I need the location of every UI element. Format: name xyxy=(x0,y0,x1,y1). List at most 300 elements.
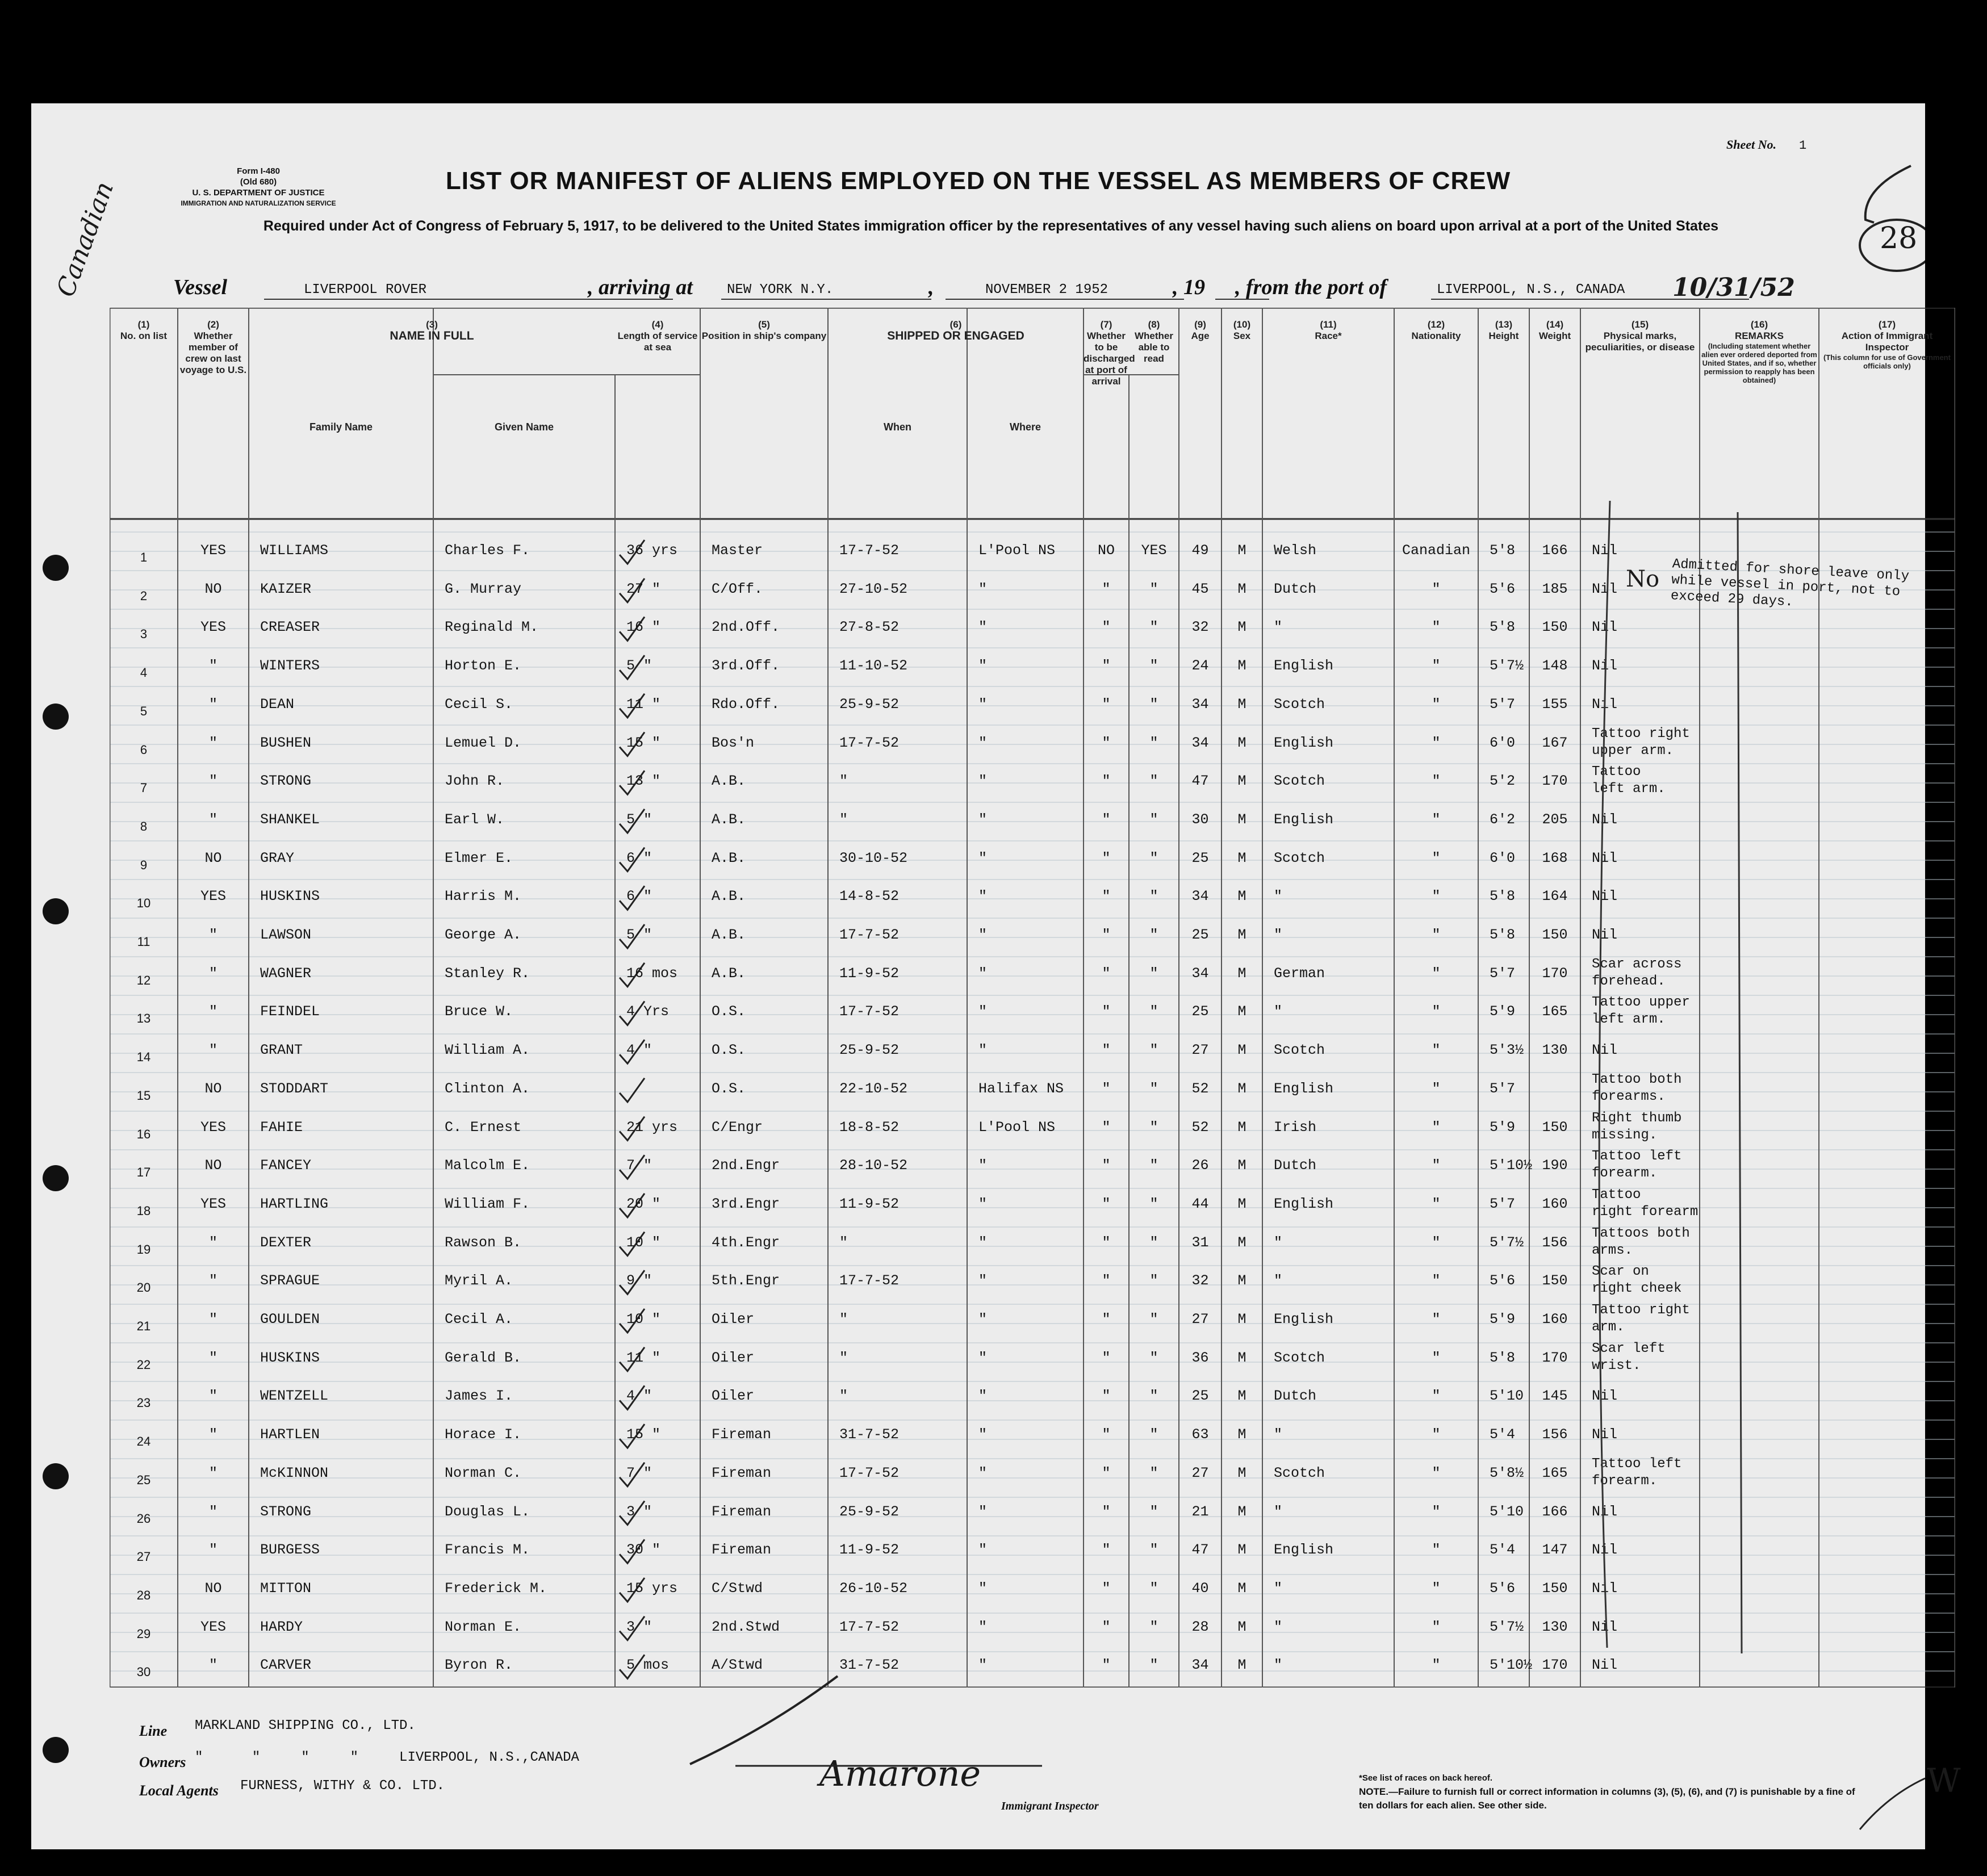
able-to-read-cell: YES xyxy=(1141,542,1167,559)
nationality-cell: " xyxy=(1432,965,1441,982)
shipped-where-cell: " xyxy=(978,696,988,713)
last-voyage-cell: NO xyxy=(204,1157,222,1174)
row-number: 7 xyxy=(140,781,148,795)
position-cell: A.B. xyxy=(712,849,746,866)
shipped-when-cell: 11-9-52 xyxy=(839,1195,900,1212)
position-cell: 2nd.Engr xyxy=(712,1157,780,1174)
row-number: 10 xyxy=(136,896,151,911)
last-voyage-cell: " xyxy=(208,1003,217,1020)
discharged-cell: " xyxy=(1102,1388,1111,1405)
col-6-label: SHIPPED OR ENGAGED xyxy=(887,329,1024,342)
shipped-where-cell: L'Pool NS xyxy=(978,1119,1056,1136)
family-name-cell: SHANKEL xyxy=(260,811,320,828)
family-name-cell: WENTZELL xyxy=(260,1388,329,1405)
height-cell: 6'0 xyxy=(1490,734,1516,751)
physical-marks-cell: Scar left wrist. xyxy=(1592,1341,1666,1374)
race-cell: Dutch xyxy=(1274,1388,1317,1405)
nationality-cell: " xyxy=(1432,1657,1441,1674)
last-voyage-cell: YES xyxy=(200,1618,226,1635)
race-cell: " xyxy=(1274,1234,1283,1251)
physical-marks-cell: Nil xyxy=(1592,1503,1618,1520)
last-voyage-cell: " xyxy=(208,1349,217,1366)
discharged-cell: NO xyxy=(1097,542,1115,559)
col-3-number: (3) xyxy=(426,319,438,330)
physical-marks-cell: Nil xyxy=(1592,696,1618,713)
sex-cell: M xyxy=(1237,1388,1246,1405)
discharged-cell: " xyxy=(1102,696,1111,713)
physical-marks-cell: Nil xyxy=(1592,542,1618,559)
able-to-read-cell: " xyxy=(1149,696,1158,713)
sex-cell: M xyxy=(1237,773,1246,790)
family-name-cell: HUSKINS xyxy=(260,888,320,905)
service-cell: 4 Yrs xyxy=(626,1003,670,1020)
row-number: 25 xyxy=(136,1472,151,1487)
sex-cell: M xyxy=(1237,1618,1246,1635)
discharged-cell: " xyxy=(1102,1618,1111,1635)
given-name-cell: Harris M. xyxy=(445,888,522,905)
family-name-cell: GRAY xyxy=(260,849,295,866)
sex-cell: M xyxy=(1237,1272,1246,1289)
shipped-where-cell: " xyxy=(978,1234,988,1251)
physical-marks-cell: Nil xyxy=(1592,658,1618,675)
given-name-cell: Bruce W. xyxy=(445,1003,513,1020)
row-number: 18 xyxy=(136,1203,151,1218)
sex-cell: M xyxy=(1237,1503,1246,1520)
able-to-read-cell: " xyxy=(1149,849,1158,866)
sex-cell: M xyxy=(1237,888,1246,905)
physical-marks-cell: Nil xyxy=(1592,849,1618,866)
row-number: 29 xyxy=(136,1626,151,1641)
height-cell: 5'7½ xyxy=(1490,658,1524,675)
col-13-number: (13) xyxy=(1495,319,1513,330)
weight-cell: 150 xyxy=(1542,619,1568,636)
weight-cell: 156 xyxy=(1542,1426,1568,1443)
height-cell: 5'8 xyxy=(1490,619,1516,636)
age-cell: 30 xyxy=(1191,811,1209,828)
physical-marks-cell: Nil xyxy=(1592,811,1618,828)
race-cell: English xyxy=(1274,1311,1334,1328)
age-cell: 32 xyxy=(1191,1272,1209,1289)
shipped-where-cell: " xyxy=(978,734,988,751)
vessel-line: Vessel LIVERPOOL ROVER , arriving at NEW YORK N.Y. , NOVEMBER 2 1952 , 19 , from the port of LIVERPOOL, N.S., CANADA 10/31/52 xyxy=(173,273,1795,302)
family-name-cell: STRONG xyxy=(260,773,312,790)
row-number: 13 xyxy=(136,1011,151,1026)
family-name-cell: BURGESS xyxy=(260,1542,320,1559)
family-name-cell: BUSHEN xyxy=(260,734,312,751)
service-cell: 7 " xyxy=(626,1464,652,1481)
race-cell: Scotch xyxy=(1274,1464,1325,1481)
service-cell: 11 " xyxy=(626,696,661,713)
sex-cell: M xyxy=(1237,1311,1246,1328)
shipped-when-cell: 17-7-52 xyxy=(839,927,900,943)
given-name-cell: Horton E. xyxy=(445,658,522,675)
row-number: 11 xyxy=(137,935,150,949)
weight-cell: 168 xyxy=(1542,849,1568,866)
race-cell: Scotch xyxy=(1274,1349,1325,1366)
discharged-cell: " xyxy=(1102,1272,1111,1289)
age-cell: 34 xyxy=(1191,888,1209,905)
position-cell: Fireman xyxy=(712,1542,772,1559)
sex-cell: M xyxy=(1237,1080,1246,1097)
given-name-cell: Malcolm E. xyxy=(445,1157,530,1174)
col-6-number: (6) xyxy=(949,319,962,330)
race-cell: Dutch xyxy=(1274,1157,1317,1174)
height-cell: 5'9 xyxy=(1490,1311,1516,1328)
discharged-cell: " xyxy=(1102,1234,1111,1251)
shipped-when-cell: 11-10-52 xyxy=(839,658,908,675)
family-name-cell: DEAN xyxy=(260,696,295,713)
weight-cell: 156 xyxy=(1542,1234,1568,1251)
form-number: Form I-480 xyxy=(237,166,280,176)
discharged-cell: " xyxy=(1102,965,1111,982)
row-number: 8 xyxy=(140,819,148,834)
family-name-cell: FEINDEL xyxy=(260,1003,320,1020)
given-name-cell: Elmer E. xyxy=(445,849,513,866)
line-value: MARKLAND SHIPPING CO., LTD. xyxy=(195,1718,416,1733)
position-cell: A.B. xyxy=(712,811,746,828)
form-old-number: (Old 680) xyxy=(240,177,277,187)
col-15-number: (15) xyxy=(1631,319,1649,330)
age-cell: 34 xyxy=(1191,965,1209,982)
nationality-cell: " xyxy=(1432,888,1441,905)
service-cell: 15 yrs xyxy=(626,1580,678,1597)
discharged-cell: " xyxy=(1102,1003,1111,1020)
family-name-cell: FAHIE xyxy=(260,1119,303,1136)
service-cell: 10 " xyxy=(626,1234,661,1251)
nationality-cell: " xyxy=(1432,811,1441,828)
fine-note: NOTE.—Failure to furnish full or correct information in columns (3), (5), (6), and (7) is punishable by a fine of ten dollars for each alien. See other side. xyxy=(1359,1786,1855,1811)
height-cell: 5'8 xyxy=(1490,927,1516,943)
physical-marks-cell: Nil xyxy=(1592,1618,1618,1635)
race-cell: " xyxy=(1274,1580,1283,1597)
sex-cell: M xyxy=(1237,619,1246,636)
col-16-label: REMARKS xyxy=(1735,330,1784,341)
col-8-label: Whether able to read xyxy=(1135,330,1173,364)
discharged-cell: " xyxy=(1102,580,1111,597)
physical-marks-cell: Nil xyxy=(1592,927,1618,943)
shipped-when-cell: 25-9-52 xyxy=(839,1042,900,1059)
position-cell: Rdo.Off. xyxy=(712,696,780,713)
family-name-cell: WINTERS xyxy=(260,658,320,675)
row-number: 5 xyxy=(140,704,148,718)
position-cell: 3rd.Off. xyxy=(712,658,780,675)
sex-cell: M xyxy=(1237,734,1246,751)
race-cell: Scotch xyxy=(1274,696,1325,713)
age-cell: 47 xyxy=(1191,773,1209,790)
last-voyage-cell: " xyxy=(208,965,217,982)
able-to-read-cell: " xyxy=(1149,965,1158,982)
year-label: , 19 xyxy=(1173,275,1205,299)
shipped-when-cell: 17-7-52 xyxy=(839,542,900,559)
given-name-cell: Clinton A. xyxy=(445,1080,530,1097)
nationality-cell: " xyxy=(1432,1195,1441,1212)
shipped-when-cell: " xyxy=(839,811,848,828)
shipped-where-cell: " xyxy=(978,888,988,905)
position-cell: O.S. xyxy=(712,1003,746,1020)
row-number: 12 xyxy=(136,973,151,987)
service-cell: 11 " xyxy=(626,1349,661,1366)
shipped-where-cell: L'Pool NS xyxy=(978,542,1056,559)
physical-marks-cell: Tattoo left arm. xyxy=(1592,764,1666,797)
shipped-where-cell: " xyxy=(978,965,988,982)
page-title: LIST OR MANIFEST OF ALIENS EMPLOYED ON THE VESSEL AS MEMBERS OF CREW xyxy=(445,167,1511,195)
col-12-label: Nationality xyxy=(1411,330,1461,341)
nationality-cell: " xyxy=(1432,1618,1441,1635)
col-10-label: Sex xyxy=(1233,330,1251,341)
age-cell: 21 xyxy=(1191,1503,1209,1520)
col-header-when: When xyxy=(884,421,911,433)
given-name-cell: Myril A. xyxy=(445,1272,513,1289)
service-cell: 16 " xyxy=(626,619,661,636)
nationality-cell: " xyxy=(1432,1580,1441,1597)
weight-cell: 130 xyxy=(1542,1042,1568,1059)
physical-marks-cell: Tattoo left forearm. xyxy=(1592,1456,1682,1489)
last-voyage-cell: NO xyxy=(204,1080,222,1097)
row-number: 4 xyxy=(140,665,148,680)
given-name-cell: William F. xyxy=(445,1195,530,1212)
physical-marks-cell: Nil xyxy=(1592,1042,1618,1059)
shipped-where-cell: Halifax NS xyxy=(978,1080,1064,1097)
vessel-name: LIVERPOOL ROVER xyxy=(304,282,427,298)
weight-cell: 205 xyxy=(1542,811,1568,828)
weight-cell: 190 xyxy=(1542,1157,1568,1174)
last-voyage-cell: " xyxy=(208,696,217,713)
height-cell: 5'10½ xyxy=(1490,1657,1533,1674)
race-cell: " xyxy=(1274,927,1283,943)
physical-marks-cell: Nil xyxy=(1592,1388,1618,1405)
position-cell: A/Stwd xyxy=(712,1657,763,1674)
manifest-sheet xyxy=(31,103,1961,1849)
height-cell: 5'10 xyxy=(1490,1503,1524,1520)
height-cell: 5'7 xyxy=(1490,696,1516,713)
height-cell: 5'4 xyxy=(1490,1426,1516,1443)
service-cell: 6 " xyxy=(626,888,652,905)
discharged-cell: " xyxy=(1102,1080,1111,1097)
weight-cell: 150 xyxy=(1542,1272,1568,1289)
discharged-cell: " xyxy=(1102,1311,1111,1328)
position-cell: A.B. xyxy=(712,927,746,943)
given-name-cell: Earl W. xyxy=(445,811,505,828)
shipped-where-cell: " xyxy=(978,1311,988,1328)
col-header-where: Where xyxy=(1009,421,1041,433)
physical-marks-cell: Tattoos both arms. xyxy=(1592,1225,1690,1258)
age-cell: 47 xyxy=(1191,1542,1209,1559)
discharged-cell: " xyxy=(1102,1157,1111,1174)
col-9-number: (9) xyxy=(1194,319,1206,330)
given-name-cell: John R. xyxy=(445,773,505,790)
last-voyage-cell: " xyxy=(208,927,217,943)
physical-marks-cell: Right thumb missing. xyxy=(1592,1110,1682,1143)
service-cell: 20 " xyxy=(626,1195,661,1212)
shipped-where-cell: " xyxy=(978,773,988,790)
discharged-cell: " xyxy=(1102,658,1111,675)
weight-cell: 155 xyxy=(1542,696,1568,713)
shipped-where-cell: " xyxy=(978,927,988,943)
physical-marks-cell: Tattoo right arm. xyxy=(1592,1303,1690,1335)
last-voyage-cell: " xyxy=(208,811,217,828)
sex-cell: M xyxy=(1237,1349,1246,1366)
row-number: 1 xyxy=(140,550,148,564)
shipped-when-cell: 25-9-52 xyxy=(839,696,900,713)
age-cell: 36 xyxy=(1191,1349,1209,1366)
able-to-read-cell: " xyxy=(1149,1119,1158,1136)
race-cell: German xyxy=(1274,965,1325,982)
given-name-cell: Douglas L. xyxy=(445,1503,530,1520)
nationality-cell: Canadian xyxy=(1402,542,1471,559)
col-header-given-name: Given Name xyxy=(494,421,554,433)
service-cell: 36 yrs xyxy=(626,542,678,559)
nationality-cell: " xyxy=(1432,696,1441,713)
nationality-cell: " xyxy=(1432,1080,1441,1097)
physical-marks-cell: Tattoo right forearm xyxy=(1592,1187,1699,1220)
last-voyage-cell: " xyxy=(208,1657,217,1674)
row-number: 2 xyxy=(140,588,148,603)
col-9-label: Age xyxy=(1191,330,1210,341)
last-voyage-cell: NO xyxy=(204,849,222,866)
family-name-cell: STRONG xyxy=(260,1503,312,1520)
height-cell: 5'9 xyxy=(1490,1119,1516,1136)
last-voyage-cell: " xyxy=(208,773,217,790)
col-8-number: (8) xyxy=(1148,319,1160,330)
age-cell: 34 xyxy=(1191,696,1209,713)
last-voyage-cell: " xyxy=(208,1234,217,1251)
height-cell: 5'9 xyxy=(1490,1003,1516,1020)
col-5-number: (5) xyxy=(758,319,770,330)
given-name-cell: William A. xyxy=(445,1042,530,1059)
given-name-cell: Lemuel D. xyxy=(445,734,522,751)
age-cell: 63 xyxy=(1191,1426,1209,1443)
age-cell: 25 xyxy=(1191,1003,1209,1020)
age-cell: 31 xyxy=(1191,1234,1209,1251)
family-name-cell: McKINNON xyxy=(260,1464,329,1481)
age-cell: 45 xyxy=(1191,580,1209,597)
sex-cell: M xyxy=(1237,580,1246,597)
row-number: 21 xyxy=(136,1319,151,1333)
given-name-cell: C. Ernest xyxy=(445,1119,522,1136)
age-cell: 34 xyxy=(1191,734,1209,751)
age-cell: 25 xyxy=(1191,1388,1209,1405)
able-to-read-cell: " xyxy=(1149,1580,1158,1597)
position-cell: Master xyxy=(712,542,763,559)
shipped-where-cell: " xyxy=(978,1388,988,1405)
row-number: 26 xyxy=(136,1511,151,1526)
col-1-number: (1) xyxy=(137,319,150,330)
row-number: 19 xyxy=(136,1242,151,1257)
col-17-note: (This column for use of Government officials only) xyxy=(1823,353,1951,370)
remarks-line xyxy=(1599,501,1610,1648)
position-cell: C/Engr xyxy=(712,1119,763,1136)
family-name-cell: CREASER xyxy=(260,619,320,636)
row-number: 27 xyxy=(136,1550,151,1564)
shipped-when-cell: " xyxy=(839,1311,848,1328)
nationality-cell: " xyxy=(1432,1542,1441,1559)
remarks-line xyxy=(1738,512,1742,1653)
shipped-where-cell: " xyxy=(978,580,988,597)
position-cell: Oiler xyxy=(712,1388,755,1405)
sheet-number-label: Sheet No. xyxy=(1726,137,1776,152)
age-cell: 34 xyxy=(1191,1657,1209,1674)
physical-marks-cell: Tattoo upper left arm. xyxy=(1592,995,1690,1028)
age-cell: 32 xyxy=(1191,619,1209,636)
sex-cell: M xyxy=(1237,1119,1246,1136)
weight-cell: 170 xyxy=(1542,1349,1568,1366)
given-name-cell: Stanley R. xyxy=(445,965,530,982)
shipped-where-cell: " xyxy=(978,1657,988,1674)
from-port: LIVERPOOL, N.S., CANADA xyxy=(1437,282,1625,298)
col-14-label: Weight xyxy=(1538,330,1571,341)
last-voyage-cell: YES xyxy=(200,1195,226,1212)
last-voyage-cell: " xyxy=(208,734,217,751)
sex-cell: M xyxy=(1237,542,1246,559)
vessel-label: Vessel xyxy=(173,275,227,299)
race-cell: " xyxy=(1274,1272,1283,1289)
race-cell: " xyxy=(1274,619,1283,636)
weight-cell: 164 xyxy=(1542,888,1568,905)
col-7-label: Whether to be discharged at port of arrival xyxy=(1084,330,1135,387)
shipped-when-cell: 26-10-52 xyxy=(839,1580,908,1597)
weight-cell: 150 xyxy=(1542,1580,1568,1597)
owners-label: Owners xyxy=(139,1754,186,1770)
sex-cell: M xyxy=(1237,1464,1246,1481)
given-name-cell: Gerald B. xyxy=(445,1349,522,1366)
col-17-label: Action of Immigrant Inspector xyxy=(1841,330,1933,353)
col-2-label: Whether member of crew on last voyage to U.S. xyxy=(179,330,247,375)
able-to-read-cell: " xyxy=(1149,619,1158,636)
line-label: Line xyxy=(139,1723,168,1739)
row-number: 24 xyxy=(136,1434,151,1449)
weight-cell: 165 xyxy=(1542,1003,1568,1020)
sex-cell: M xyxy=(1237,965,1246,982)
nationality-cell: " xyxy=(1432,1234,1441,1251)
shipped-where-cell: " xyxy=(978,1272,988,1289)
last-voyage-cell: YES xyxy=(200,888,226,905)
family-name-cell: FANCEY xyxy=(260,1157,312,1174)
row-number: 9 xyxy=(140,857,148,872)
nationality-cell: " xyxy=(1432,658,1441,675)
service-cell: 10 " xyxy=(626,1311,661,1328)
discharged-cell: " xyxy=(1102,1195,1111,1212)
last-voyage-cell: YES xyxy=(200,542,226,559)
col-4-number: (4) xyxy=(651,319,664,330)
sex-cell: M xyxy=(1237,927,1246,943)
height-cell: 5'7½ xyxy=(1490,1618,1524,1635)
family-name-cell: WAGNER xyxy=(260,965,312,982)
nationality-cell: " xyxy=(1432,1349,1441,1366)
row-number: 16 xyxy=(136,1127,151,1141)
owners-value: " " " " LIVERPOOL, N.S.,CANADA xyxy=(195,1750,579,1765)
age-cell: 24 xyxy=(1191,658,1209,675)
given-name-cell: James I. xyxy=(445,1388,513,1405)
age-cell: 40 xyxy=(1191,1580,1209,1597)
shipped-where-cell: " xyxy=(978,1003,988,1020)
nationality-cell: " xyxy=(1432,849,1441,866)
sex-cell: M xyxy=(1237,1234,1246,1251)
family-name-cell: KAIZER xyxy=(260,580,312,597)
service: IMMIGRATION AND NATURALIZATION SERVICE xyxy=(181,199,336,207)
position-cell: A.B. xyxy=(712,965,746,982)
race-cell: Irish xyxy=(1274,1119,1317,1136)
nationality-cell: " xyxy=(1432,619,1441,636)
handwritten-curve-mark xyxy=(1865,166,1911,223)
service-cell: 30 " xyxy=(626,1542,661,1559)
age-cell: 25 xyxy=(1191,927,1209,943)
given-name-cell: Frederick M. xyxy=(445,1580,547,1597)
able-to-read-cell: " xyxy=(1149,1311,1158,1328)
position-cell: C/Off. xyxy=(712,580,763,597)
height-cell: 5'6 xyxy=(1490,1272,1516,1289)
height-cell: 6'2 xyxy=(1490,811,1516,828)
age-cell: 27 xyxy=(1191,1042,1209,1059)
